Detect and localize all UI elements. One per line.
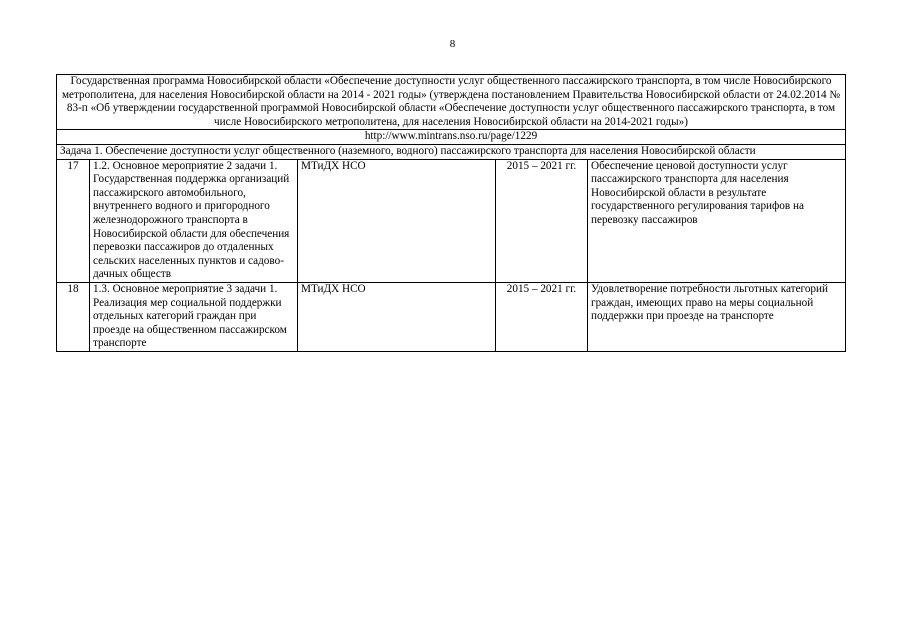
program-table: [56, 74, 846, 352]
result-cell: Удовлетворение потребности льготных категорий граждан, имеющих право на меры социальной поддержки при проезде на транспорте: [588, 282, 846, 351]
program-url-row: [57, 130, 846, 145]
executor-cell: МТиДХ НСО: [298, 159, 496, 282]
result-cell: Обеспечение ценовой доступности услуг пассажирского транспорта для населения Новосибирской области в результате государственного регулирования тарифов на перевозку пассажиров: [588, 159, 846, 282]
program-header-row: [57, 75, 846, 130]
period-cell: 2015 – 2021 гг.: [496, 282, 588, 351]
program-header-cell: Государственная программа Новосибирской области «Обеспечение доступности услуг общественного пассажирского транспорта, в том числе Новосибирского метрополитена, для населения Новосибирской области на 2014 - 2021 годы» (утверждена постановлением Правительства Новосибирской области от 24.02.2014 № 83-п «Об утверждении государственной программой Новосибирской области «Обеспечение доступности услуг общественного пассажирского транспорта, в том числе Новосибирского метрополитена, для населения Новосибирской области на 2014-2021 годы»): [57, 75, 846, 130]
table-row: [57, 282, 846, 351]
task-row: [57, 144, 846, 159]
executor-cell: МТиДХ НСО: [298, 282, 496, 351]
row-number: 18: [57, 282, 90, 351]
table-row: [57, 159, 846, 282]
program-url[interactable]: http://www.mintrans.nso.ru/page/1229: [57, 130, 846, 145]
period-cell: 2015 – 2021 гг.: [496, 159, 588, 282]
activity-cell: 1.2. Основное мероприятие 2 задачи 1. Государственная поддержка организаций пассажирского автомобильного, внутреннего водного и пригородного железнодорожного транспорта в Новосибирской области для обеспечения перевозки пассажиров до отдаленных сельских населенных пунктов и садово-дачных обществ: [90, 159, 298, 282]
activity-cell: 1.3. Основное мероприятие 3 задачи 1. Реализация мер социальной поддержки отдельных категорий граждан при проезде на общественном пассажирском транспорте: [90, 282, 298, 351]
row-number: 17: [57, 159, 90, 282]
page-number: 8: [449, 38, 456, 50]
task-title: Задача 1. Обеспечение доступности услуг общественного (наземного, водного) пассажирского транспорта для населения Новосибирской области: [57, 144, 846, 159]
